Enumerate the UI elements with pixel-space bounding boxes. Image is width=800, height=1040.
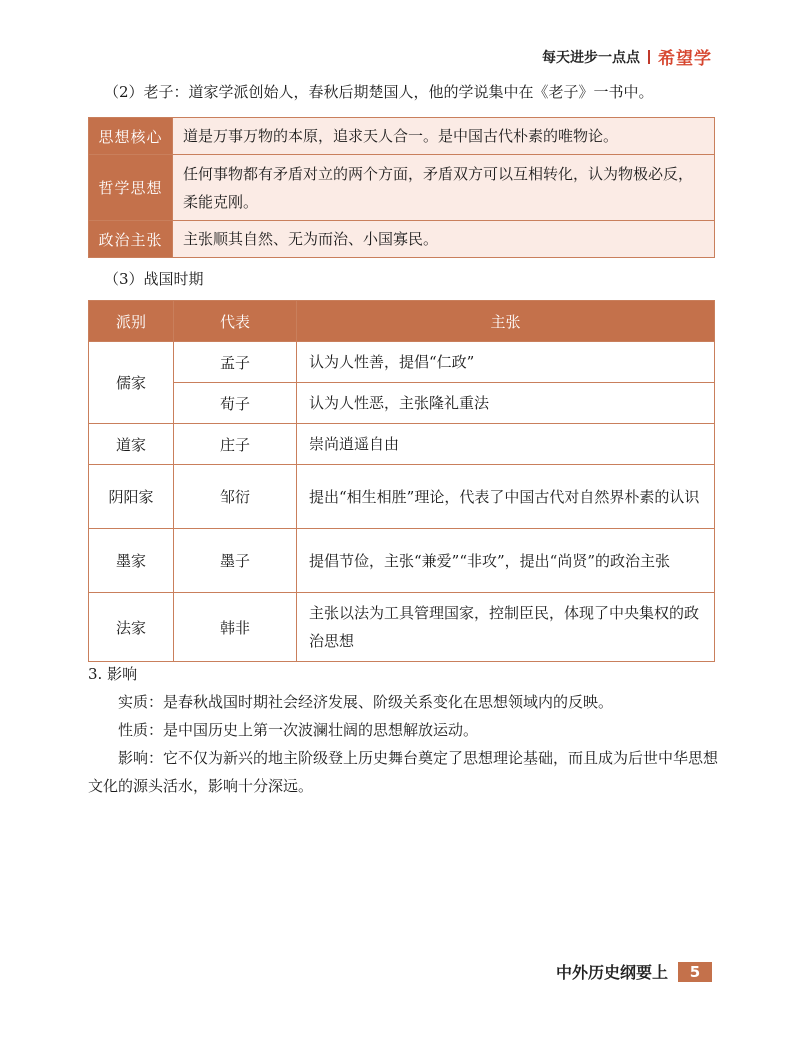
- view-cell: 认为人性善，提倡“仁政”: [297, 342, 715, 383]
- view-cell: 提出“相生相胜”理论，代表了中国古代对自然界朴素的认识: [297, 465, 715, 529]
- column-header: 代表: [174, 301, 297, 342]
- book-title: 中外历史纲要上: [555, 963, 668, 982]
- paragraph: 性质：是中国历史上第一次波澜壮阔的思想解放运动。: [118, 721, 479, 739]
- section-title: 3. 影响: [88, 665, 138, 683]
- school-cell: 法家: [89, 593, 174, 662]
- page-header: [542, 44, 712, 69]
- school-cell: 阴阳家: [89, 465, 174, 529]
- school-cell: 墨家: [89, 529, 174, 593]
- header-divider: [648, 50, 650, 64]
- influence-section: [88, 660, 718, 800]
- representative-cell: 孟子: [174, 342, 297, 383]
- row-label: 思想核心: [89, 118, 173, 155]
- row-value: 道是万事万物的本原，追求天人合一。是中国古代朴素的唯物论。: [173, 118, 715, 155]
- representative-cell: 韩非: [174, 593, 297, 662]
- view-cell: 提倡节俭，主张“兼爱”“非攻”，提出“尚贤”的政治主张: [297, 529, 715, 593]
- table-row: [89, 529, 715, 593]
- representative-cell: 庄子: [174, 424, 297, 465]
- section-heading: （3）战国时期: [104, 270, 204, 288]
- representative-cell: 荀子: [174, 383, 297, 424]
- view-cell: 认为人性恶，主张隆礼重法: [297, 383, 715, 424]
- table-row: [89, 424, 715, 465]
- page-footer: [556, 960, 712, 983]
- table-row: [89, 593, 715, 662]
- representative-cell: 邹衍: [174, 465, 297, 529]
- paragraph: 影响：它不仅为新兴的地主阶级登上历史舞台奠定了思想理论基础，而且成为后世中华思想文化的源头活水，影响十分深远。: [88, 749, 719, 795]
- row-label: 政治主张: [89, 221, 173, 258]
- row-value: 任何事物都有矛盾对立的两个方面，矛盾双方可以互相转化，认为物极必反，柔能克刚。: [173, 155, 715, 221]
- view-cell: 崇尚逍遥自由: [297, 424, 715, 465]
- table-row: [89, 118, 715, 155]
- laozi-intro: （2）老子：道家学派创始人，春秋后期楚国人，他的学说集中在《老子》一书中。: [104, 83, 654, 101]
- page-number: 5: [678, 962, 712, 982]
- table-row: [89, 465, 715, 529]
- school-cell: 道家: [89, 424, 174, 465]
- table-row: [89, 383, 715, 424]
- table-row: [89, 342, 715, 383]
- paragraph: 实质：是春秋战国时期社会经济发展、阶级关系变化在思想领域内的反映。: [118, 693, 614, 711]
- row-label: 哲学思想: [89, 155, 173, 221]
- table-row: [89, 221, 715, 258]
- header-slogan: 每天进步一点点: [542, 49, 640, 66]
- table-row: [89, 155, 715, 221]
- school-cell: 儒家: [89, 342, 174, 424]
- view-cell: 主张以法为工具管理国家，控制臣民，体现了中央集权的政治思想: [297, 593, 715, 662]
- brand-logo: 希望学: [658, 49, 712, 69]
- table-header-row: [89, 301, 715, 342]
- laozi-table: [88, 117, 715, 258]
- row-value: 主张顺其自然、无为而治、小国寡民。: [173, 221, 715, 258]
- warring-states-table: [88, 300, 715, 662]
- representative-cell: 墨子: [174, 529, 297, 593]
- column-header: 派别: [89, 301, 174, 342]
- column-header: 主张: [297, 301, 715, 342]
